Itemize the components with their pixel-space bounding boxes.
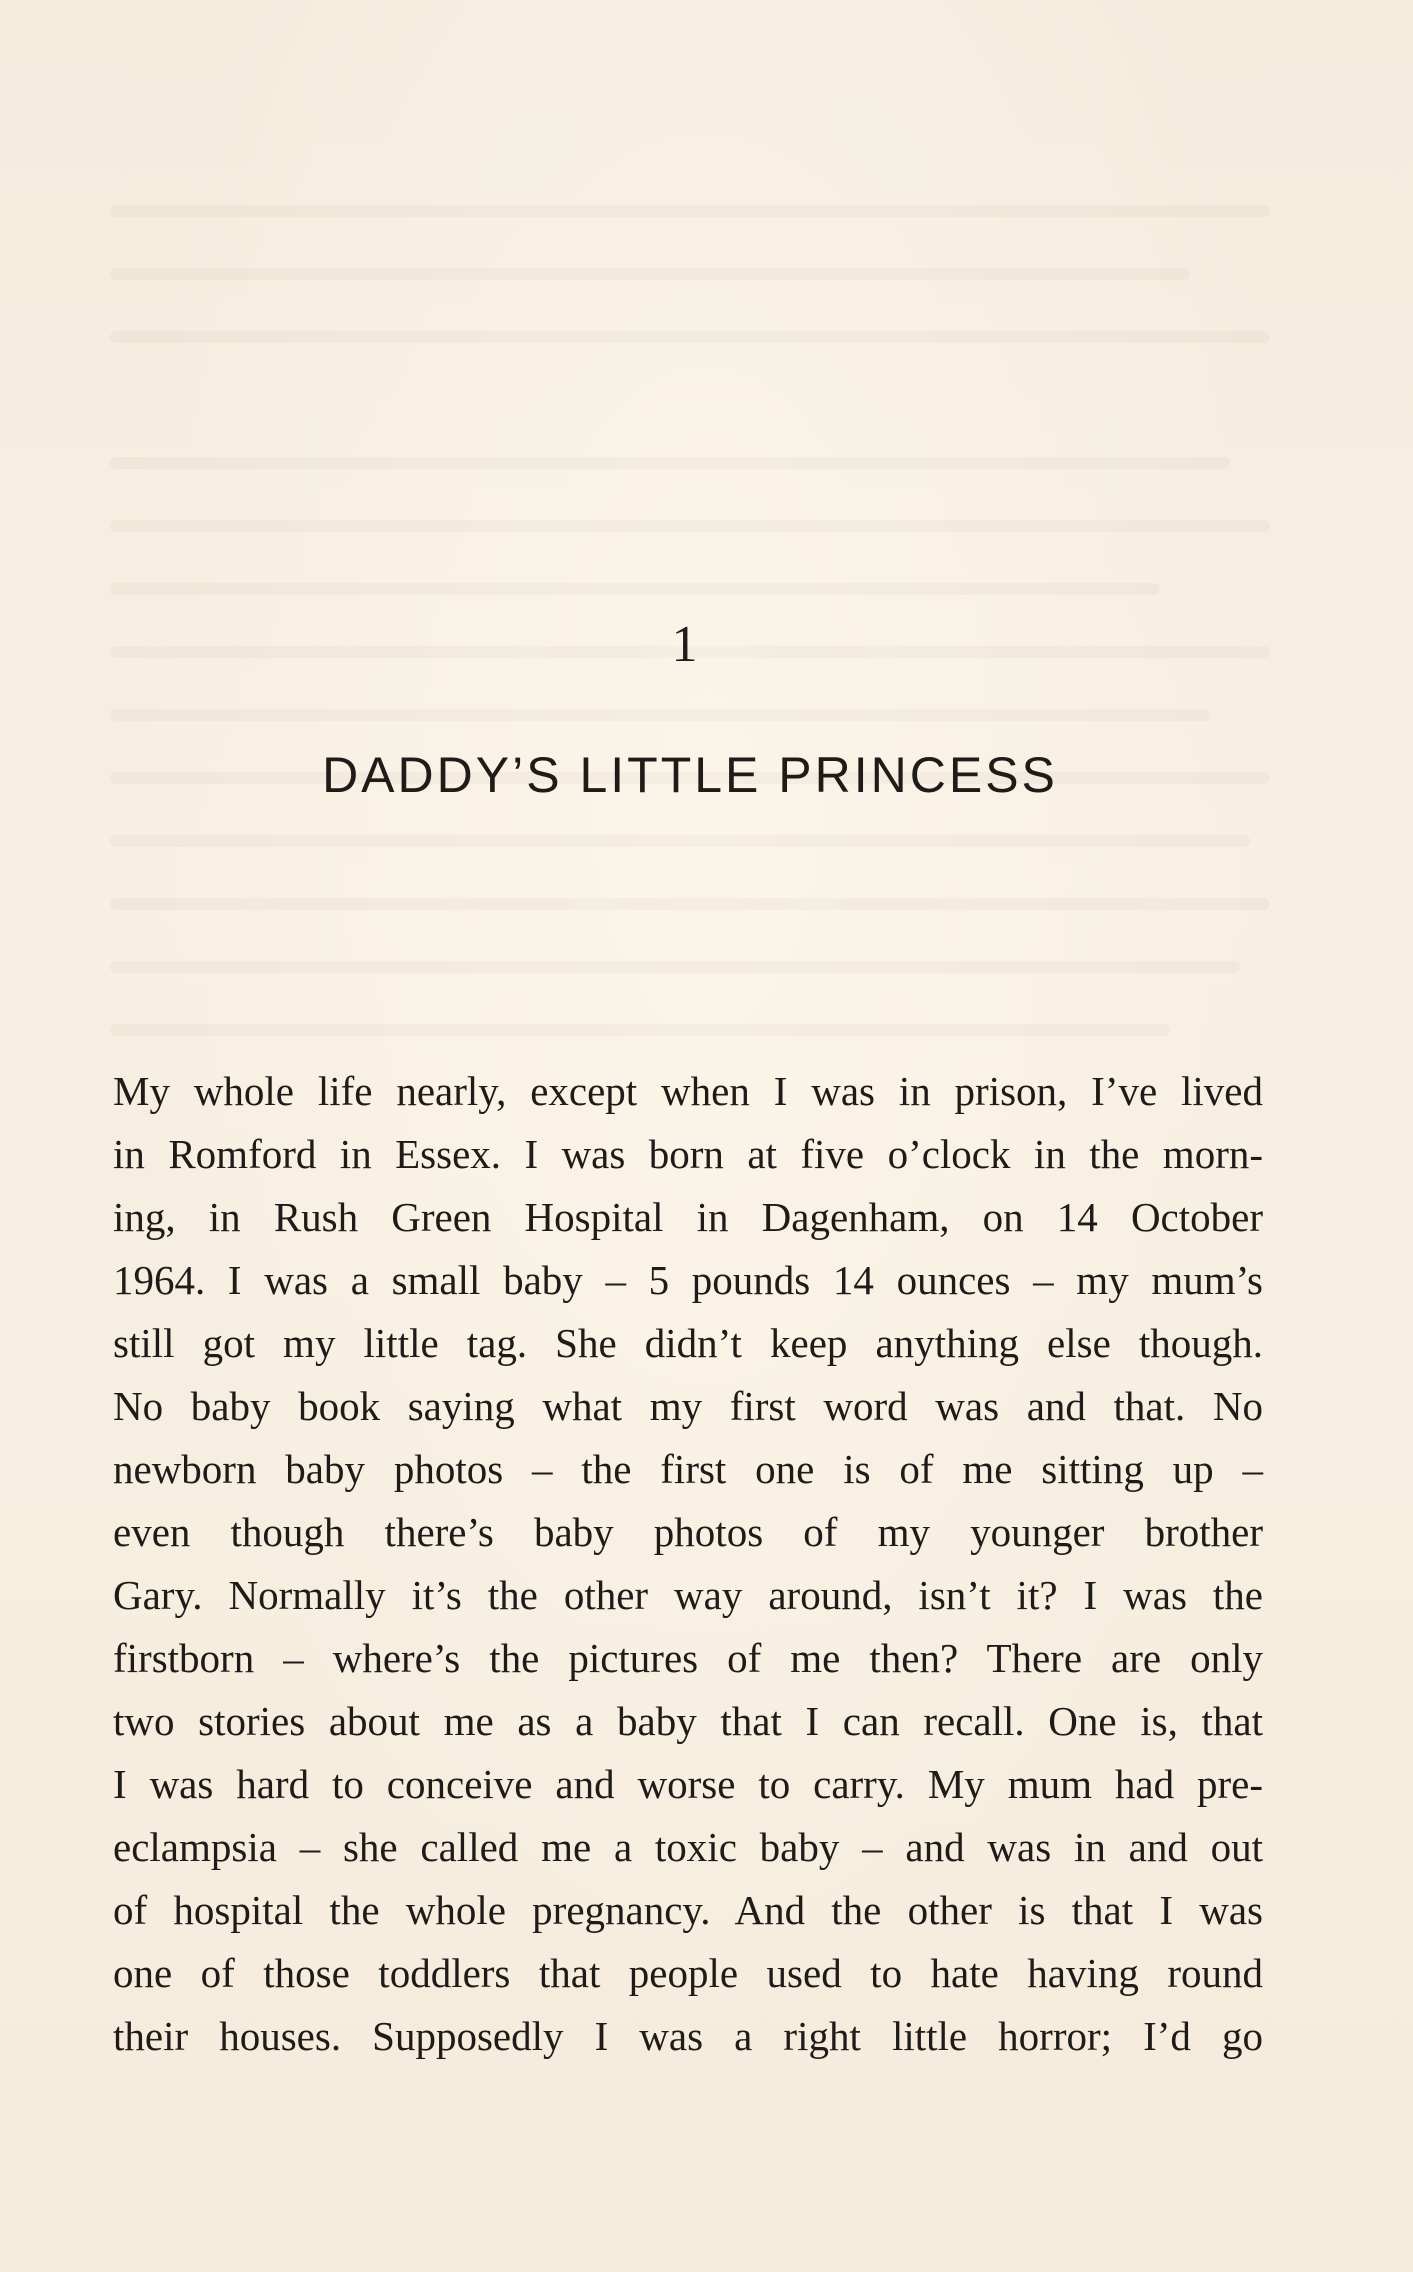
- text-line: I was hard to conceive and worse to carry. My mum had pre-: [113, 1761, 1263, 1807]
- text-line: one of those toddlers that people used to hate having round: [113, 1950, 1263, 1996]
- text-line: 1964. I was a small baby – 5 pounds 14 ounces – my mum’s: [113, 1257, 1263, 1303]
- text-line: No baby book saying what my first word was and that. No: [113, 1383, 1263, 1429]
- bleed-through: [110, 457, 1230, 469]
- text-line: newborn baby photos – the first one is of me sitting up –: [113, 1446, 1263, 1492]
- text-line: My whole life nearly, except when I was in prison, I’ve lived: [113, 1068, 1263, 1114]
- bleed-through: [110, 961, 1240, 973]
- body-paragraph: [113, 1060, 1263, 2068]
- bleed-through: [110, 898, 1270, 910]
- text-line: firstborn – where’s the pictures of me then? There are only: [113, 1635, 1263, 1681]
- bleed-through: [110, 520, 1270, 532]
- text-line: even though there’s baby photos of my younger brother: [113, 1509, 1263, 1555]
- bleed-through: [110, 709, 1210, 721]
- text-line: eclampsia – she called me a toxic baby – and was in and out: [113, 1824, 1263, 1870]
- text-line: Gary. Normally it’s the other way around, isn’t it? I was the: [113, 1572, 1263, 1618]
- bleed-through: [110, 835, 1250, 847]
- text-line: two stories about me as a baby that I can recall. One is, that: [113, 1698, 1263, 1744]
- bleed-through: [110, 1024, 1170, 1036]
- chapter-title: DADDY’S LITTLE PRINCESS: [322, 747, 1058, 803]
- bleed-through: [110, 205, 1270, 217]
- text-line: still got my little tag. She didn’t keep anything else though.: [113, 1320, 1263, 1366]
- text-line: of hospital the whole pregnancy. And the other is that I was: [113, 1887, 1263, 1933]
- text-line: in Romford in Essex. I was born at five o’clock in the morn-: [113, 1131, 1263, 1177]
- bleed-through: [110, 268, 1190, 280]
- bleed-through: [110, 583, 1160, 595]
- text-line: their houses. Supposedly I was a right little horror; I’d go: [113, 2013, 1263, 2059]
- chapter-number: 1: [671, 616, 699, 673]
- text-line: ing, in Rush Green Hospital in Dagenham, on 14 October: [113, 1194, 1263, 1240]
- bleed-through: [110, 331, 1270, 343]
